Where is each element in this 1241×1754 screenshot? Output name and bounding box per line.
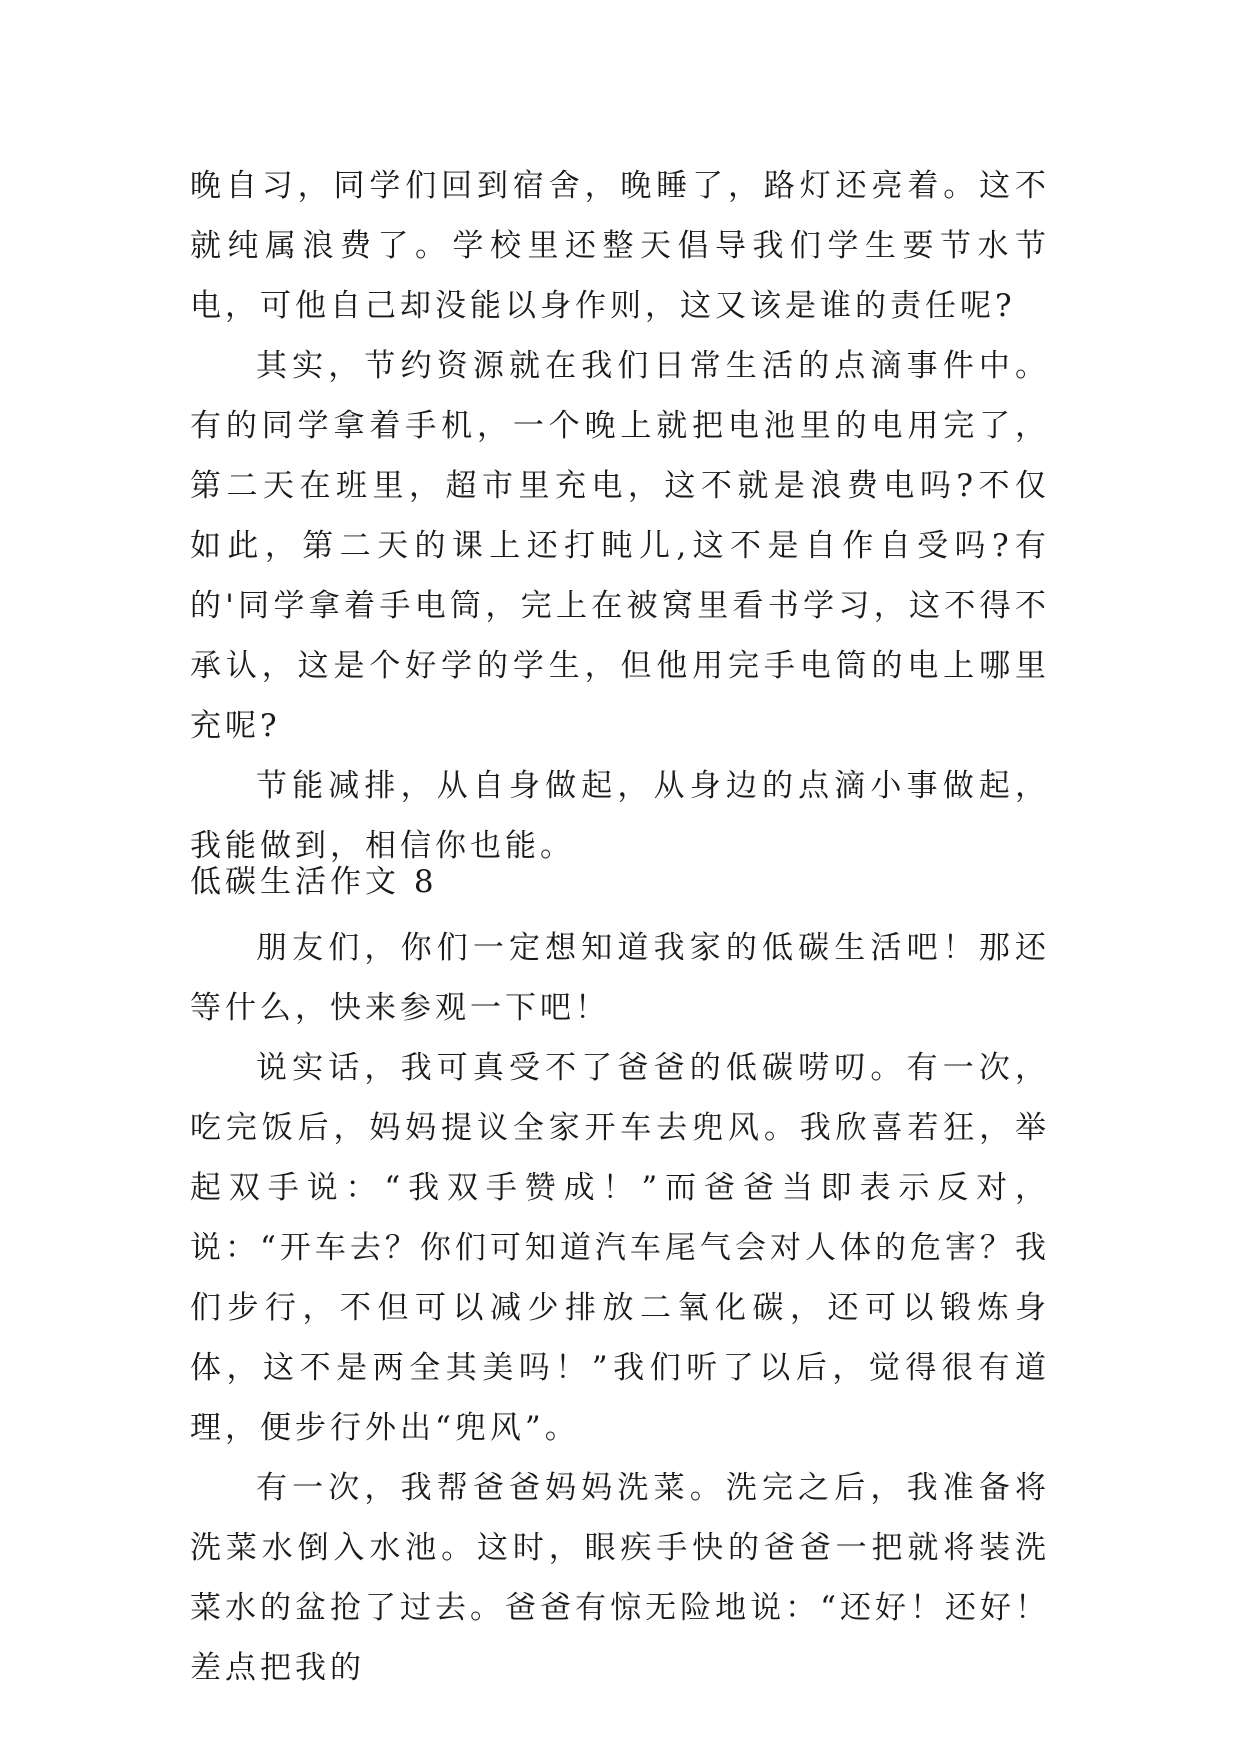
section-heading: 低碳生活作文 8 — [190, 864, 438, 900]
section-two-body — [190, 918, 1050, 1698]
paragraph: 晚自习，同学们回到宿舍，晚睡了，路灯还亮着。这不就纯属浪费了。学校里还整天倡导我们学生要节水节电，可他自己却没能以身作则，这又该是谁的责任呢? — [190, 168, 1050, 324]
paragraph: 朋友们，你们一定想知道我家的低碳生活吧！那还等什么，快来参观一下吧！ — [190, 930, 1050, 1026]
paragraph: 其实，节约资源就在我们日常生活的点滴事件中。有的同学拿着手机，一个晚上就把电池里的电用完了，第二天在班里，超市里充电，这不就是浪费电吗?不仅如此，第二天的课上还打盹儿,这不是自作自受吗?有的'同学拿着手电筒，完上在被窝里看书学习，这不得不承认，这是个好学的学生，但他用完手电筒的电上哪里充呢? — [190, 348, 1050, 744]
section-one-body — [190, 156, 1050, 876]
paragraph: 节能减排，从自身做起，从身边的点滴小事做起，我能做到，相信你也能。 — [190, 768, 1050, 864]
paragraph: 说实话，我可真受不了爸爸的低碳唠叨。有一次，吃完饭后，妈妈提议全家开车去兜风。我欣喜若狂，举起双手说：“我双手赞成！”而爸爸当即表示反对，说：“开车去？你们可知道汽车尾气会对人体的危害？我们步行，不但可以减少排放二氧化碳，还可以锻炼身体，这不是两全其美吗！”我们听了以后，觉得很有道理，便步行外出“兜风”。 — [190, 1050, 1050, 1446]
paragraph: 有一次，我帮爸爸妈妈洗菜。洗完之后，我准备将洗菜水倒入水池。这时，眼疾手快的爸爸一把就将装洗菜水的盆抢了过去。爸爸有惊无险地说：“还好！还好！差点把我的 — [190, 1470, 1050, 1686]
